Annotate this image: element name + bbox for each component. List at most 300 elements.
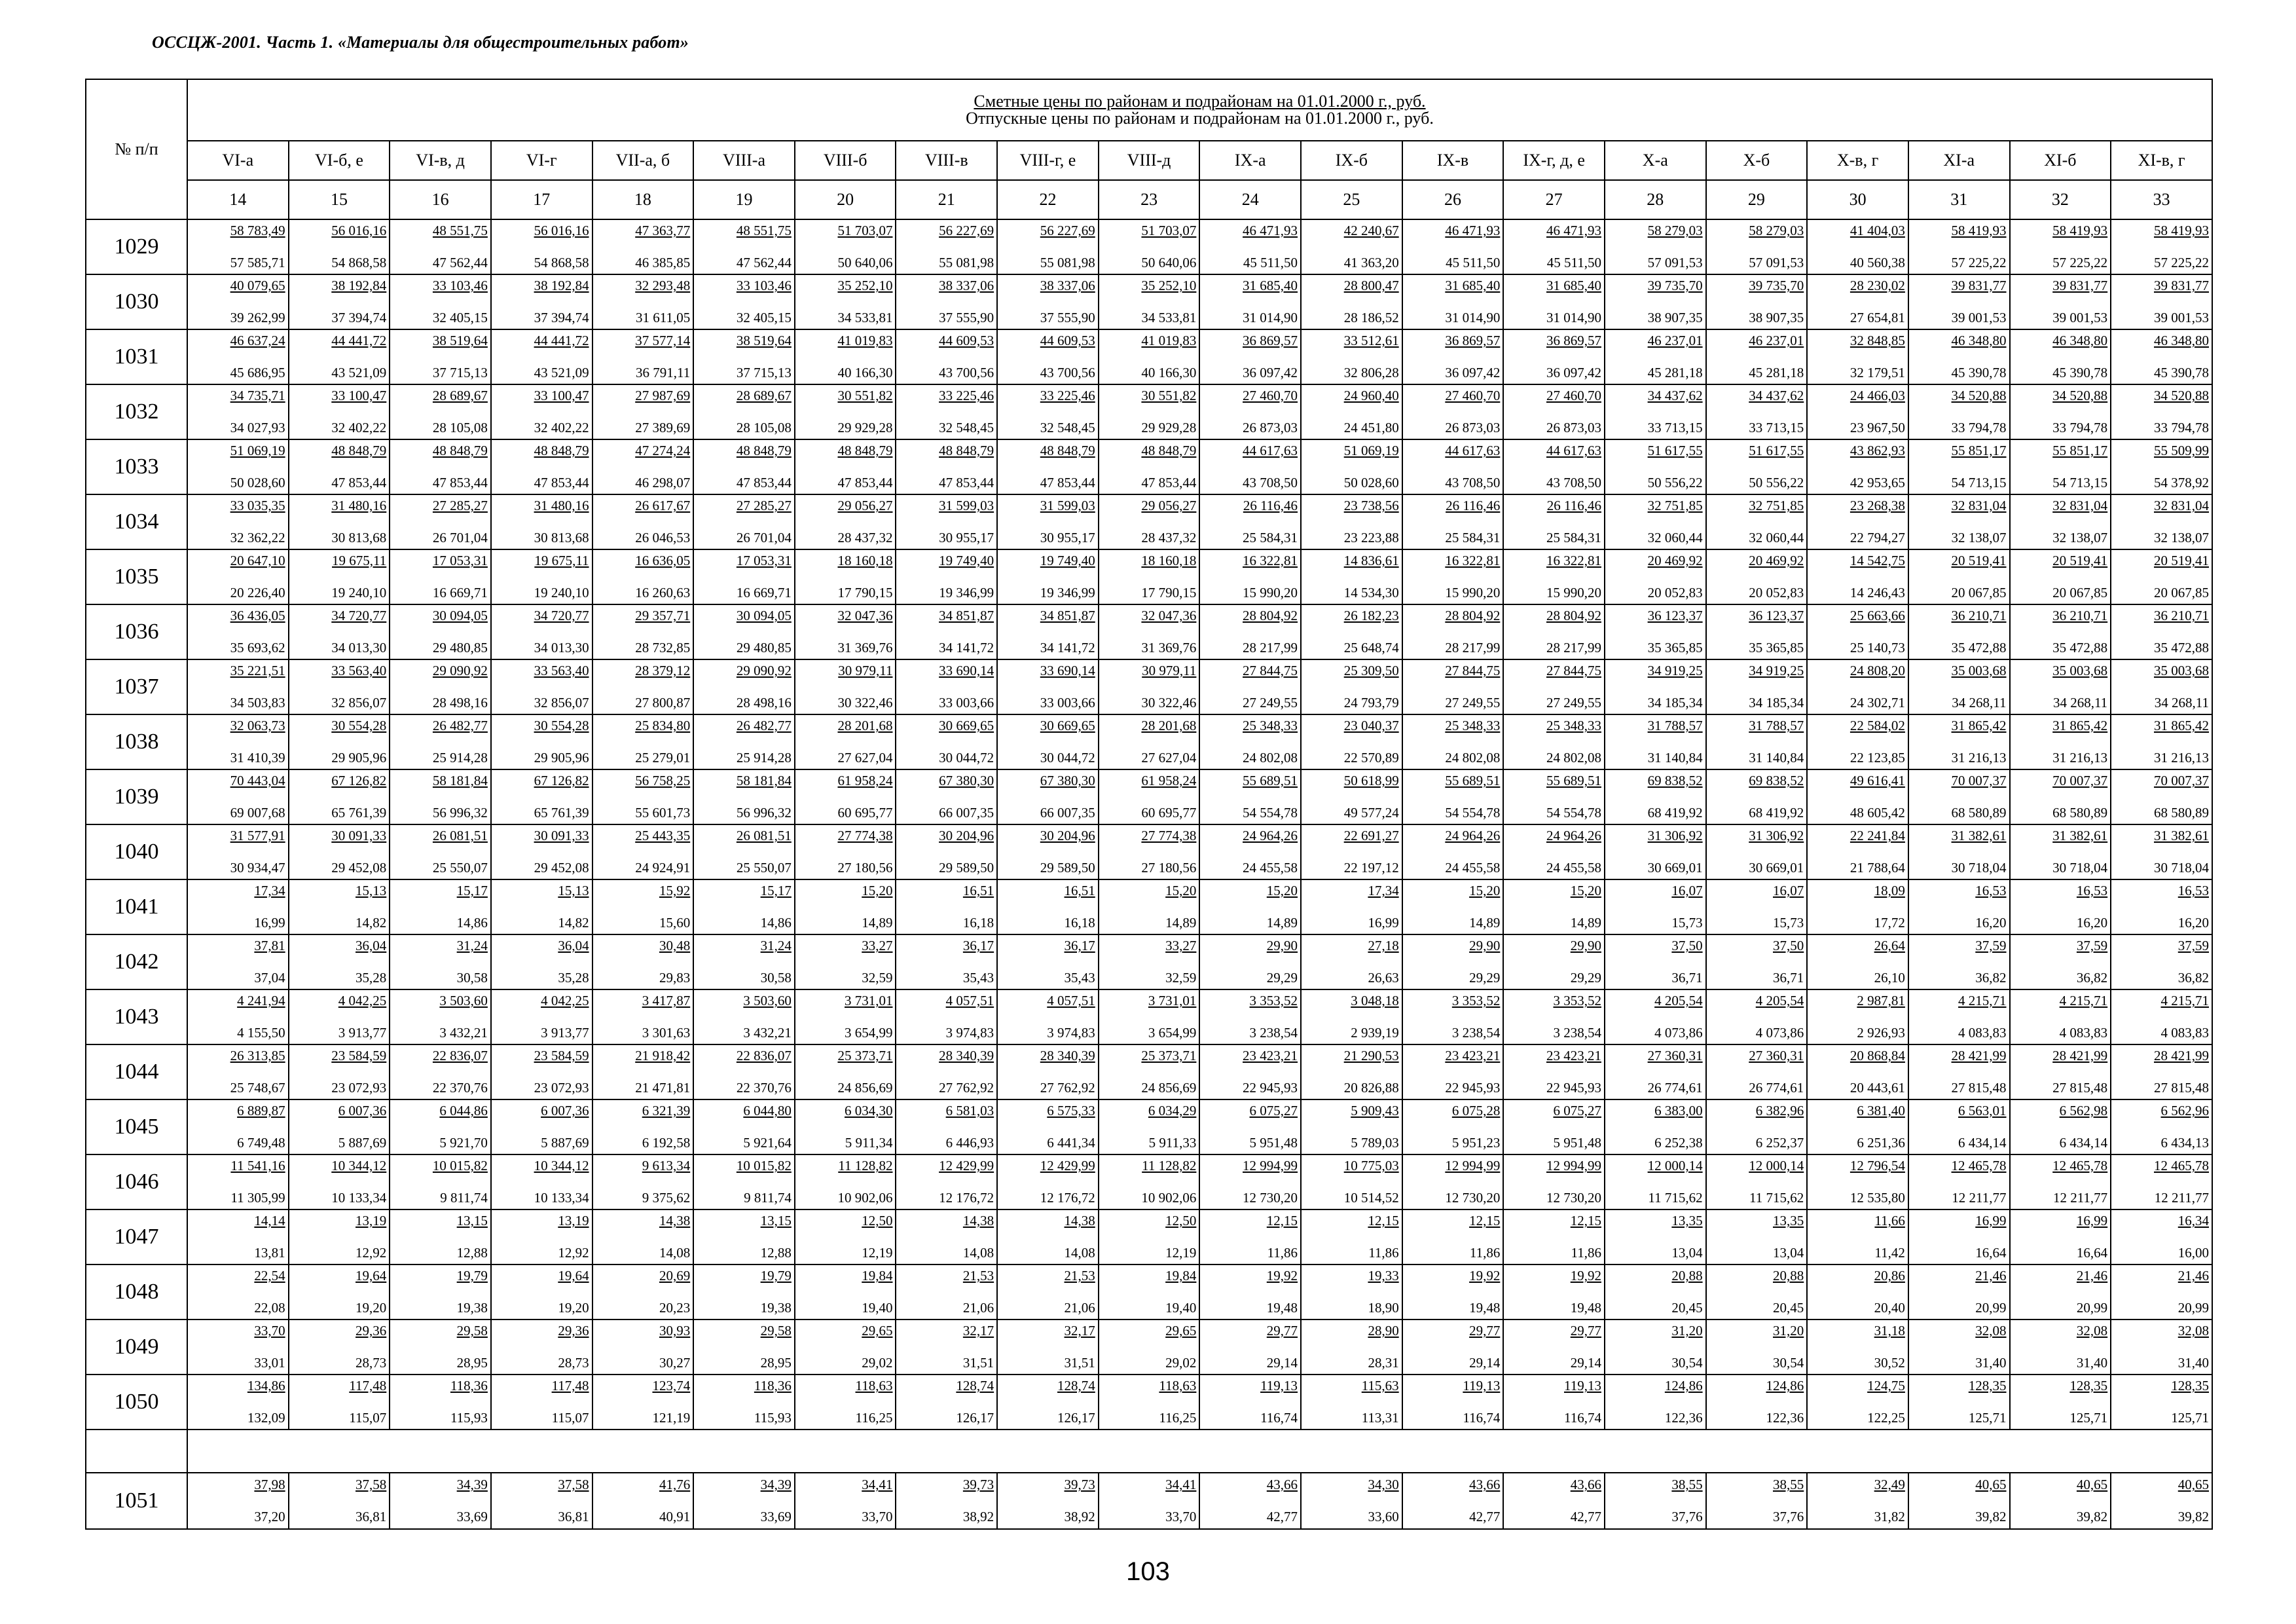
price-cell — [795, 659, 896, 714]
release-price: 125,71 — [2069, 1410, 2108, 1426]
release-price: 132,09 — [247, 1410, 285, 1426]
release-price: 6 446,93 — [945, 1135, 994, 1151]
table-row — [86, 494, 2212, 549]
estimated-price: 23 584,59 — [331, 1048, 387, 1063]
price-cell — [491, 384, 592, 439]
price-cell — [592, 274, 694, 329]
price-cell — [1706, 274, 1808, 329]
release-price: 5 951,48 — [1249, 1135, 1298, 1151]
table-row — [86, 1044, 2212, 1099]
estimated-price: 12,15 — [1469, 1213, 1501, 1228]
estimated-price: 12,50 — [1165, 1213, 1197, 1228]
price-cell — [491, 1375, 592, 1430]
release-price: 20,45 — [1773, 1300, 1804, 1316]
release-price: 32 402,22 — [534, 420, 589, 435]
price-cell — [187, 274, 289, 329]
release-price: 25 584,31 — [1546, 530, 1601, 545]
price-cell — [592, 1473, 694, 1529]
price-cell — [289, 714, 390, 769]
price-cell — [1503, 1209, 1605, 1264]
release-price: 14,86 — [760, 915, 792, 931]
price-cell — [390, 1099, 491, 1154]
estimated-price: 31 685,40 — [1445, 278, 1501, 293]
estimated-price: 11 128,82 — [838, 1158, 893, 1173]
price-cell — [795, 769, 896, 824]
price-cell — [491, 714, 592, 769]
estimated-price: 56 227,69 — [939, 223, 994, 238]
estimated-price: 13,15 — [456, 1213, 488, 1228]
estimated-price: 27 285,27 — [432, 498, 488, 513]
estimated-price: 23 040,37 — [1343, 718, 1399, 733]
column-number-cell: 30 — [1807, 180, 1908, 219]
estimated-price: 32 047,36 — [1141, 608, 1197, 623]
estimated-price: 43,66 — [1469, 1477, 1501, 1492]
column-number-row — [86, 180, 2212, 219]
estimated-price: 34 735,71 — [230, 388, 285, 403]
price-cell — [289, 824, 390, 879]
release-price: 125,71 — [2171, 1410, 2209, 1426]
estimated-price: 40,65 — [2076, 1477, 2108, 1492]
price-cell — [1099, 329, 1200, 384]
release-price: 45 511,50 — [1546, 255, 1601, 270]
estimated-price: 48 848,79 — [736, 443, 792, 458]
release-price: 26,63 — [1368, 970, 1399, 986]
estimated-price: 3 353,52 — [1553, 993, 1601, 1008]
price-cell — [289, 439, 390, 494]
estimated-price: 13,19 — [355, 1213, 387, 1228]
price-cell — [2111, 1473, 2212, 1529]
estimated-price: 15,92 — [659, 883, 691, 898]
price-cell — [1706, 604, 1808, 659]
price-cell — [491, 659, 592, 714]
estimated-price: 128,74 — [956, 1378, 994, 1393]
price-cell — [187, 1099, 289, 1154]
release-price: 27 627,04 — [1141, 750, 1197, 766]
price-cell — [2010, 329, 2111, 384]
release-price: 38,92 — [962, 1509, 994, 1524]
release-price: 10 133,34 — [331, 1190, 387, 1206]
price-cell — [289, 769, 390, 824]
price-cell — [1301, 1320, 1402, 1375]
estimated-price: 32 848,85 — [1850, 333, 1905, 348]
estimated-price: 37,59 — [1975, 938, 2007, 953]
estimated-price: 58 181,84 — [736, 773, 792, 788]
release-price: 38 907,35 — [1647, 310, 1703, 325]
price-cell — [1605, 439, 1706, 494]
price-cell — [795, 384, 896, 439]
price-cell — [1099, 659, 1200, 714]
price-cell — [1908, 1154, 2010, 1209]
release-price: 11,86 — [1267, 1245, 1298, 1261]
release-price: 25 550,07 — [432, 860, 488, 876]
price-cell — [997, 1154, 1099, 1209]
price-cell — [1301, 1209, 1402, 1264]
estimated-price: 4 042,25 — [541, 993, 589, 1008]
price-cell — [2010, 989, 2111, 1044]
release-price: 30 044,72 — [939, 750, 994, 766]
release-price: 16,18 — [962, 915, 994, 931]
release-price: 28 186,52 — [1343, 310, 1399, 325]
price-cell — [592, 439, 694, 494]
release-price: 6 192,58 — [642, 1135, 691, 1151]
price-cell — [1807, 604, 1908, 659]
price-cell — [1301, 384, 1402, 439]
estimated-price: 37,58 — [355, 1477, 387, 1492]
estimated-price: 48 848,79 — [1141, 443, 1197, 458]
release-price: 20 067,85 — [2052, 585, 2108, 600]
price-cell — [2111, 769, 2212, 824]
estimated-price: 38 519,64 — [432, 333, 488, 348]
price-cell — [997, 934, 1099, 989]
release-price: 27 627,04 — [837, 750, 893, 766]
release-price: 6 749,48 — [237, 1135, 285, 1151]
price-cell — [592, 1375, 694, 1430]
estimated-price: 10 015,82 — [736, 1158, 792, 1173]
estimated-price: 33 103,46 — [432, 278, 488, 293]
release-price: 34 141,72 — [939, 640, 994, 655]
release-price: 31 216,13 — [2154, 750, 2209, 766]
release-price: 35 365,85 — [1749, 640, 1804, 655]
price-cell — [2010, 1099, 2111, 1154]
release-price: 14,08 — [962, 1245, 994, 1261]
estimated-price: 46 237,01 — [1647, 333, 1703, 348]
price-cell — [2111, 714, 2212, 769]
estimated-price: 15,20 — [1469, 883, 1501, 898]
release-price: 31 216,13 — [2052, 750, 2108, 766]
price-cell — [390, 219, 491, 274]
release-price: 24 302,71 — [1850, 695, 1905, 710]
price-cell — [997, 1375, 1099, 1430]
release-price: 29 905,96 — [534, 750, 589, 766]
price-cell — [390, 384, 491, 439]
estimated-price: 56 016,16 — [534, 223, 589, 238]
price-cell — [795, 879, 896, 934]
price-cell — [1807, 1473, 1908, 1529]
price-cell — [2010, 604, 2111, 659]
release-price: 25 140,73 — [1850, 640, 1905, 655]
table-row — [86, 604, 2212, 659]
release-price: 30,54 — [1671, 1355, 1703, 1371]
estimated-price: 23 268,38 — [1850, 498, 1905, 513]
estimated-price: 3 353,52 — [1451, 993, 1501, 1008]
price-cell — [1199, 329, 1301, 384]
estimated-price: 69 838,52 — [1749, 773, 1804, 788]
release-price: 29,14 — [1570, 1355, 1601, 1371]
estimated-price: 27 844,75 — [1546, 663, 1601, 678]
release-price: 55 081,98 — [1040, 255, 1095, 270]
estimated-price: 29 056,27 — [1141, 498, 1197, 513]
release-price: 33 003,66 — [1040, 695, 1095, 710]
release-price: 15,60 — [659, 915, 691, 931]
estimated-price: 12 465,78 — [1951, 1158, 2007, 1173]
release-price: 36,82 — [1975, 970, 2007, 986]
release-price: 116,74 — [1260, 1410, 1298, 1426]
price-cell — [1503, 604, 1605, 659]
estimated-price: 32 751,85 — [1647, 498, 1703, 513]
estimated-price: 32 751,85 — [1749, 498, 1804, 513]
price-cell — [997, 604, 1099, 659]
release-price: 27 180,56 — [837, 860, 893, 876]
row-number: 1043 — [86, 989, 187, 1044]
release-price: 6 252,37 — [1755, 1135, 1804, 1151]
estimated-price: 31 865,42 — [2052, 718, 2108, 733]
release-price: 31,82 — [1874, 1509, 1905, 1524]
estimated-price: 30,93 — [659, 1323, 691, 1338]
release-price: 28 217,99 — [1546, 640, 1601, 655]
release-price: 26 046,53 — [635, 530, 691, 545]
release-price: 19 346,99 — [1040, 585, 1095, 600]
price-cell — [390, 1154, 491, 1209]
estimated-price: 46 237,01 — [1749, 333, 1804, 348]
estimated-price: 32 293,48 — [635, 278, 691, 293]
price-cell — [390, 824, 491, 879]
region-header-cell: XI-б — [2010, 141, 2111, 180]
price-cell — [592, 604, 694, 659]
price-cell — [1099, 219, 1200, 274]
price-cell — [289, 1375, 390, 1430]
price-cell — [491, 1044, 592, 1099]
price-cell — [1706, 1209, 1808, 1264]
price-cell — [2010, 274, 2111, 329]
price-cell — [1908, 659, 2010, 714]
release-price: 54 868,58 — [534, 255, 589, 270]
price-cell — [289, 934, 390, 989]
price-cell — [795, 934, 896, 989]
estimated-price: 48 848,79 — [432, 443, 488, 458]
price-cell — [592, 659, 694, 714]
release-price: 16,64 — [1975, 1245, 2007, 1261]
release-price: 68 419,92 — [1749, 805, 1804, 821]
price-cell — [1301, 494, 1402, 549]
estimated-price: 39 831,77 — [2154, 278, 2209, 293]
price-cell — [2111, 604, 2212, 659]
release-price: 39,82 — [2178, 1509, 2209, 1524]
price-cell — [1301, 769, 1402, 824]
release-price: 30 044,72 — [1040, 750, 1095, 766]
estimated-price: 18 160,18 — [1141, 553, 1197, 568]
release-price: 125,71 — [1968, 1410, 2007, 1426]
region-header-cell: IX-в — [1402, 141, 1504, 180]
price-cell — [1908, 824, 2010, 879]
price-cell — [795, 1044, 896, 1099]
release-price: 40,91 — [659, 1509, 691, 1524]
estimated-price: 44 609,53 — [1040, 333, 1095, 348]
estimated-price: 55 689,51 — [1445, 773, 1501, 788]
table-row — [86, 384, 2212, 439]
price-cell — [592, 824, 694, 879]
price-cell — [592, 549, 694, 604]
release-price: 11,86 — [1571, 1245, 1601, 1261]
column-number-cell: 17 — [491, 180, 592, 219]
price-cell — [390, 1209, 491, 1264]
estimated-price: 39 831,77 — [1951, 278, 2007, 293]
estimated-price: 46 348,80 — [2154, 333, 2209, 348]
estimated-price: 28 201,68 — [1141, 718, 1197, 733]
column-number-cell: 24 — [1199, 180, 1301, 219]
price-cell — [2010, 1375, 2111, 1430]
estimated-price: 24 808,20 — [1850, 663, 1905, 678]
estimated-price: 32,17 — [1064, 1323, 1095, 1338]
estimated-price: 22 836,07 — [736, 1048, 792, 1063]
estimated-price: 6 044,86 — [439, 1103, 488, 1118]
estimated-price: 26 482,77 — [736, 718, 792, 733]
release-price: 41 363,20 — [1343, 255, 1399, 270]
estimated-price: 40 079,65 — [230, 278, 285, 293]
price-cell — [1706, 384, 1808, 439]
release-price: 14,08 — [659, 1245, 691, 1261]
release-price: 3 238,54 — [1249, 1025, 1298, 1041]
price-cell — [1706, 1473, 1808, 1529]
estimated-price: 10 344,12 — [331, 1158, 387, 1173]
estimated-price: 33 225,46 — [1040, 388, 1095, 403]
price-cell — [896, 549, 997, 604]
release-price: 16,18 — [1064, 915, 1095, 931]
price-cell — [896, 1099, 997, 1154]
estimated-price: 34 520,88 — [2154, 388, 2209, 403]
price-cell — [1706, 769, 1808, 824]
estimated-price: 4 042,25 — [338, 993, 387, 1008]
price-cell — [795, 1264, 896, 1320]
estimated-price: 20 519,41 — [1951, 553, 2007, 568]
release-price: 27 180,56 — [1141, 860, 1197, 876]
release-price: 21,06 — [962, 1300, 994, 1316]
price-cell — [289, 604, 390, 659]
release-price: 57 091,53 — [1749, 255, 1804, 270]
estimated-price: 29,77 — [1570, 1323, 1601, 1338]
price-cell — [1199, 1209, 1301, 1264]
estimated-price: 26 313,85 — [230, 1048, 285, 1063]
release-price: 11 305,99 — [230, 1190, 285, 1206]
release-price: 16,20 — [1975, 915, 2007, 931]
estimated-price: 38,55 — [1773, 1477, 1804, 1492]
estimated-price: 3 417,87 — [642, 993, 691, 1008]
price-cell — [592, 1154, 694, 1209]
estimated-price: 37,50 — [1773, 938, 1804, 953]
price-cell — [289, 329, 390, 384]
release-price: 57 585,71 — [230, 255, 285, 270]
price-cell — [997, 329, 1099, 384]
estimated-price: 25 348,33 — [1546, 718, 1601, 733]
estimated-price: 12 000,14 — [1749, 1158, 1804, 1173]
release-price: 37,76 — [1671, 1509, 1703, 1524]
estimated-price: 24 964,26 — [1546, 828, 1601, 843]
release-price: 29 589,50 — [939, 860, 994, 876]
release-price: 28,73 — [355, 1355, 387, 1371]
release-price: 34 013,30 — [331, 640, 387, 655]
estimated-price: 34 851,87 — [939, 608, 994, 623]
price-cell — [1807, 329, 1908, 384]
price-cell — [1099, 1473, 1200, 1529]
price-cell — [1908, 549, 2010, 604]
row-number: 1041 — [86, 879, 187, 934]
price-cell — [1503, 219, 1605, 274]
price-cell — [2111, 439, 2212, 494]
estimated-price: 46 348,80 — [2052, 333, 2108, 348]
release-price: 34 141,72 — [1040, 640, 1095, 655]
price-cell — [2111, 934, 2212, 989]
price-cell — [1706, 714, 1808, 769]
estimated-price: 30 669,65 — [1040, 718, 1095, 733]
release-price: 60 695,77 — [837, 805, 893, 821]
price-cell — [2010, 1209, 2111, 1264]
release-price: 30 955,17 — [1040, 530, 1095, 545]
estimated-price: 37,81 — [254, 938, 285, 953]
column-number-cell: 19 — [693, 180, 795, 219]
estimated-price: 27 360,31 — [1749, 1048, 1804, 1063]
release-price: 28 105,08 — [736, 420, 792, 435]
release-price: 29 452,08 — [331, 860, 387, 876]
estimated-price: 30 204,96 — [939, 828, 994, 843]
release-price: 12 730,20 — [1445, 1190, 1501, 1206]
estimated-price: 12 429,99 — [1040, 1158, 1095, 1173]
region-header-cell: VIII-д — [1099, 141, 1200, 180]
column-number-cell: 31 — [1908, 180, 2010, 219]
price-cell — [289, 1473, 390, 1529]
price-cell — [390, 1473, 491, 1529]
price-cell — [1402, 1044, 1504, 1099]
price-cell — [1503, 1264, 1605, 1320]
release-price: 68 580,89 — [1951, 805, 2007, 821]
price-cell — [795, 1099, 896, 1154]
price-cell — [1199, 1099, 1301, 1154]
release-price: 34 533,81 — [837, 310, 893, 325]
price-cell — [592, 879, 694, 934]
release-price: 20 067,85 — [2154, 585, 2209, 600]
row-number: 1044 — [86, 1044, 187, 1099]
price-cell — [1199, 1264, 1301, 1320]
estimated-price: 24 964,26 — [1445, 828, 1501, 843]
release-price: 50 028,60 — [1343, 475, 1399, 490]
estimated-price: 30 979,11 — [1142, 663, 1197, 678]
release-price: 32 548,45 — [1040, 420, 1095, 435]
release-price: 28 217,99 — [1445, 640, 1501, 655]
estimated-price: 40,65 — [1975, 1477, 2007, 1492]
release-price: 26,10 — [1874, 970, 1905, 986]
price-cell — [1503, 1099, 1605, 1154]
release-price: 17 790,15 — [837, 585, 893, 600]
estimated-price: 16,99 — [1975, 1213, 2007, 1228]
price-cell — [491, 879, 592, 934]
price-cell — [2010, 549, 2111, 604]
estimated-price: 16,53 — [2076, 883, 2108, 898]
price-cell — [1301, 824, 1402, 879]
release-price: 31 369,76 — [837, 640, 893, 655]
estimated-price: 3 731,01 — [844, 993, 893, 1008]
estimated-price: 29,58 — [760, 1323, 792, 1338]
price-cell — [1099, 274, 1200, 329]
estimated-price: 15,17 — [760, 883, 792, 898]
price-cell — [2111, 329, 2212, 384]
estimated-price: 35 003,68 — [1951, 663, 2007, 678]
price-cell — [2111, 1044, 2212, 1099]
row-number: 1051 — [86, 1473, 187, 1529]
release-price: 26 774,61 — [1749, 1080, 1804, 1096]
price-cell — [1807, 549, 1908, 604]
release-price: 32 402,22 — [331, 420, 387, 435]
estimated-price: 20 519,41 — [2154, 553, 2209, 568]
price-cell — [390, 274, 491, 329]
price-cell — [693, 549, 795, 604]
table-row — [86, 934, 2212, 989]
price-cell — [2111, 384, 2212, 439]
release-price: 27 249,55 — [1546, 695, 1601, 710]
price-cell — [187, 329, 289, 384]
price-cell — [997, 494, 1099, 549]
price-cell — [1908, 219, 2010, 274]
release-price: 57 225,22 — [2154, 255, 2209, 270]
estimated-price: 34,30 — [1368, 1477, 1399, 1492]
price-cell — [1605, 1473, 1706, 1529]
